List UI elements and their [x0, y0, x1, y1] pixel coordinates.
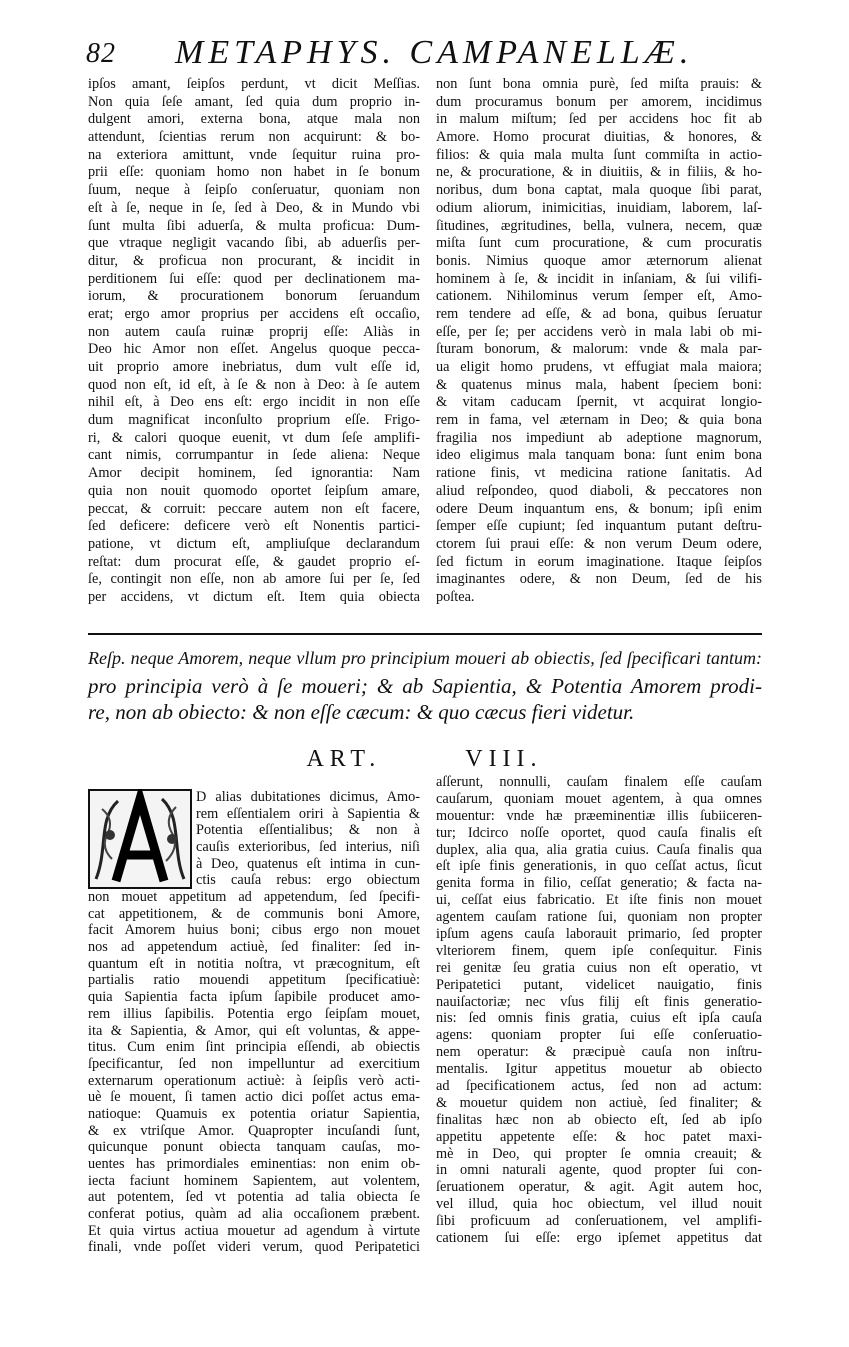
text-line: perditionem ſui eſſe: quod per declinationem ma-	[88, 270, 420, 287]
text-line: mentalis. Igitur appetitus mouetur ab obiecto	[436, 1061, 762, 1078]
text-line: ſed deficere: deficere verò eſt Nonentis partici-	[88, 518, 420, 535]
text-line: Peripatetici putant, videlicet nauigatio, finis	[436, 976, 762, 993]
text-line: iecta faciunt hominem Sapientem, aut volentem,	[88, 1172, 420, 1189]
text-line: que vtraque negligit vacando ſibi, ab aduerſis per-	[88, 235, 420, 252]
text-line: imaginantes odere, & non Deum, ſed de his	[436, 571, 762, 588]
text-line: ſibi proficuum ad conſeruationem, vel amplifi-	[436, 1213, 762, 1230]
text-line: mouentur: vnde hæ præeminentiæ illis ſubiiceren-	[436, 807, 762, 824]
text-line: ſeruationem operatur, & agit. Agit autem hoc,	[436, 1179, 762, 1196]
text-line: finali, vnde poſſet videri verum, quod Peripatetici	[88, 1239, 420, 1256]
text-line: noribus, dum bona captat, mala quoque ſibi parat,	[436, 182, 762, 199]
text-line: ua eligit homo prudens, vt effugiat mala maiora;	[436, 359, 762, 375]
text-line: aut potentem, ſed vt potentia ad talia obiecta ſe	[88, 1189, 420, 1206]
text-line: D alias dubitationes dicimus, Amo-	[196, 789, 420, 805]
text-line: ideo eligimus mala tanquam bona: ſunt enim bona	[436, 447, 762, 464]
text-line: poſtea.	[436, 588, 475, 605]
text-line: partialis ratio mouendi appetitum ſpecificatiuè:	[88, 972, 420, 989]
text-line: nauiſactoriæ; nec vſus filij eſt finis generatio-	[436, 993, 762, 1010]
text-line: cationem. Nihilominus verum ſemper eſt, Amo-	[436, 288, 762, 305]
text-line: ipſos amant, ſeipſos perdunt, vt dicit Meſſias.	[88, 76, 420, 92]
text-line: appetitu appetente eſſe: & hoc patet maxi-	[436, 1128, 762, 1145]
top-right-column	[436, 76, 762, 607]
text-line: Potentia eſſentialibus; & non à	[196, 822, 420, 839]
text-line: odium aliorum, inimicitias, inuidiam, laborem, laſ-	[436, 199, 762, 216]
text-line: agens: quoniam propter ſui eſſe conſeruatio-	[436, 1027, 762, 1044]
text-line: ipſum agens cauſa laborauit primario, ſed propter	[436, 926, 762, 943]
text-line: odere Deum inquantum ens, & bonum; ipſi enim	[436, 500, 762, 517]
text-line: ratione finis, vt medicina ratione ſanitatis. Ad	[436, 465, 762, 482]
text-line: conferat potius, quàm ad alia occaſionem præbent.	[88, 1206, 420, 1223]
text-line: dulgent amori, externa bona, atque mala non	[88, 111, 420, 128]
text-line: ſe, contingit non eſſe, non ab amore ſui per ſe, ſed	[88, 571, 420, 588]
text-line: quantum eſt in notitia noſtra, vt præcognitum, eſt	[88, 955, 420, 972]
text-line: ſturam bonorum, & malorum: vnde & mala par-	[436, 341, 762, 358]
text-line: eſſe, per ſe; per accidens verò in mala labi ob mi-	[436, 323, 762, 340]
text-line: fragilia nos impediunt ab adeptione magnorum,	[436, 429, 762, 446]
text-line: finalitas hæc non ab obiecto eſt, ſed ab ipſo	[436, 1111, 762, 1128]
text-line: & mouetur quidem non actiuè, ſed finaliter; &	[436, 1094, 762, 1111]
text-line: & ex vtriſque Amor. Quapropter incuſandi ſunt,	[88, 1122, 420, 1139]
text-line: peccat, & corruit: peccare autem non eſt facere,	[88, 500, 420, 517]
text-line: hominem à ſe, & incidit in inſaniam, & ſui vilifi-	[436, 270, 762, 287]
text-line: ctorem ſui praui eſſe: & non verum Deum odere,	[436, 535, 762, 552]
text-line: na exteriora amittunt, vnde ſequitur ruina pro-	[88, 146, 420, 163]
text-line: & quatenus minus mala, habent ſpeciem boni:	[436, 376, 762, 393]
response-heading	[88, 648, 762, 726]
response-line: Reſp. neque Amorem, neque vllum pro principium moueri ab obiectis, ſed ſpecificari tantum:	[88, 648, 762, 668]
text-line: Non quia ſeſe amant, ſed quia dum proprio in-	[88, 93, 420, 110]
text-line: quia non nouit quomodo oportet ſeipſum amare,	[88, 482, 420, 499]
bottom-left-intro	[196, 789, 420, 889]
bottom-right-column	[436, 774, 762, 1247]
bottom-left-column	[88, 889, 420, 1256]
top-left-column	[88, 76, 420, 607]
text-line: nos ad appetendum actiuè, ſed finaliter: ſed in-	[88, 939, 420, 956]
text-line: ſemper eſſe cupiunt; ſed inquantum putant deſtru-	[436, 518, 762, 535]
text-line: aliud reſpondeo, quod diaboli, & peccatores non	[436, 482, 762, 499]
text-line: cant nimis, corrumpantur in ſede aliena: Neque	[88, 447, 420, 464]
text-line: non autem cauſa ruinæ proprij eſſe: Aliàs in	[88, 323, 420, 340]
text-line: uentes has primordiales eminentias: non enim ob-	[88, 1156, 420, 1172]
text-line: quod non eſt, id eſt, à ſe & non à Deo: à ſe autem	[88, 376, 420, 393]
text-line: cationem ſui eſſe: ergo ipſemet appetitus dat	[436, 1230, 762, 1247]
text-line: eſt ipſe finis generationis, in quo ceſſat actus, ſicut	[436, 858, 762, 875]
text-line: Amore. Homo procurat diuitias, & honores, &	[436, 129, 762, 146]
text-line: ſpecificantur, ſed non impelluntur ad exercitium	[88, 1055, 420, 1072]
text-line: ad ſpecificationem actus, ſed non ad actum:	[436, 1078, 762, 1095]
text-line: Et quia virtus actiua mouetur ad agendum à virtute	[88, 1222, 420, 1239]
text-line: natioque: Quamuis ex potentia oriatur Sapientia,	[88, 1105, 420, 1122]
text-line: eſt à ſe, neque in ſe, ſed à Deo, & in Mundo vbi	[88, 199, 420, 216]
text-line: in omni naturali agente, quod propter ſui con-	[436, 1162, 762, 1179]
text-line: quia Sapientia facta ipſum ſapibile producet amo-	[88, 989, 420, 1006]
text-line: externarum operationum actiuè: à ſeipſis verò acti-	[88, 1072, 420, 1089]
text-line: quicunque ponunt obiecta tanquam cauſas, mo-	[88, 1139, 420, 1156]
text-line: genita forma in filio, ceſſat generatio; & facta na-	[436, 875, 762, 892]
text-line: filios: & quia mala multa ſunt commiſta in actio-	[436, 146, 762, 163]
text-line: nihil eſt, à Deo ens eſt: ergo incidit in non eſſe	[88, 394, 420, 411]
text-line: ri, & calori quoque euenit, vt dum ſeſe amplifi-	[88, 429, 420, 446]
text-line: duplex, alia qua, alia gratia cuius. Cauſa finalis qua	[436, 841, 762, 858]
text-line: rem tendere ad eſſe, & ad bona, quibus ſeruatur	[436, 305, 762, 322]
text-line: non ſunt bona omnia purè, ſed miſta prauis: &	[436, 76, 762, 92]
text-line: rem illius ſapibilis. Potentia ergo ſeipſam mouet,	[88, 1005, 420, 1022]
text-line: patione, vt dictum eſt, ampliuſque declarandum	[88, 535, 420, 552]
text-line: tur; Idcirco noſſe oportet, quod cauſa finalis eſt	[436, 824, 762, 841]
text-line: ditur, & proficua non procurant, & incidit in	[88, 252, 420, 269]
text-line: bonis. Nimius quoque amor æternorum alienat	[436, 252, 762, 269]
text-line: Amor decipit hominem, ſed ignorantia: Nam	[88, 465, 420, 482]
text-line: erat; ergo amor proprius per accidens eſt occaſio,	[88, 305, 420, 322]
text-line: vlteriorem finem, quem ipſe conſequitur. Finis	[436, 942, 762, 959]
text-line: per accidens, vt dictum eſt. Item quia obiecta	[88, 588, 420, 605]
text-line: non mouet appetitum ad appetendum, ſed ſpecifi-	[88, 889, 420, 905]
text-line: titus. Cum enim ſint principia eſſendi, ab obiectis	[88, 1039, 420, 1056]
text-line: cat appetitionem, & de communis boni Amore,	[88, 905, 420, 922]
text-line: rei genitæ ſeu gratia cuius non eſt operatio, vt	[436, 959, 762, 976]
response-line: pro principia verò à ſe moueri; & ab Sapientia, & Potentia Amorem prodi-	[88, 674, 762, 698]
decorated-initial-a	[88, 789, 192, 889]
text-line: dum procuramus bonum per amorem, incidimus	[436, 93, 762, 110]
text-line: ſitudines, ægritudines, bella, vulnera, necem, quæ	[436, 217, 762, 234]
text-line: ita & Sapientia, & Amor, qui eſt voluntas, & appe-	[88, 1022, 420, 1039]
text-line: in malum miſtum; ſed per accidens hoc fit ab	[436, 111, 762, 128]
page-number: 82	[86, 38, 116, 69]
text-line: uè ſe mouent, ſi tamen actio dici poſſet actus ema-	[88, 1089, 420, 1106]
text-line: agentem cauſam ratione ſui, quoniam non propter	[436, 909, 762, 926]
text-line: ſed fictum in eorum imaginatione. Itaque ſeipſos	[436, 553, 762, 570]
article-heading	[0, 746, 849, 773]
text-line: aſſerunt, nonnulli, cauſam finalem eſſe cauſam	[436, 774, 762, 790]
text-line: nis: ſed omnis finis gratia, cuius eſt ipſa cauſa	[436, 1010, 762, 1027]
running-title: METAPHYS. CAMPANELLÆ.	[175, 34, 694, 71]
text-line: à Deo, quatenus eſt intima in cun-	[196, 855, 420, 872]
text-line: prii eſſe: quoniam homo non habet in ſe bonum	[88, 164, 420, 181]
text-line: cauſarum, quoniam mouet agentem, à qua omnes	[436, 790, 762, 807]
text-line: miſta ſunt cum procuratione, & cum procuratis	[436, 235, 762, 252]
section-divider	[88, 633, 762, 635]
text-line: ui, ceſſat eius fabricatio. Et iſte finis non mouet	[436, 892, 762, 909]
text-line: reſtat: dum procurat eſſe, & gaudet proprio eſ-	[88, 553, 420, 570]
text-line: iorum, & procurationem bonorum ſeruandum	[88, 288, 420, 305]
text-line: ctis cauſa rebus: ergo obiectum	[196, 872, 420, 889]
text-line: ſuum, neque à ſeipſo conſeruatur, quoniam non	[88, 182, 420, 199]
text-line: nem operatur: & præcipuè cauſa non inſtru-	[436, 1044, 762, 1061]
text-line: rem in fama, vel æternam in Deo; & quia bona	[436, 412, 762, 429]
text-line: Deo hic Amor non eſſet. Angelus quoque pecca-	[88, 341, 420, 358]
text-line: ſunt multa ſibi aduerſa, & multa proficua: Dum-	[88, 217, 420, 234]
text-line: vel illud, quia hoc obiectum, vel illud nouit	[436, 1196, 762, 1213]
response-line: re, non ab obiecto: & non eſſe cæcum: & quo cæcus fieri videtur.	[88, 700, 635, 724]
text-line: & vitam caducam ſpernit, vt acquirat longio-	[436, 394, 762, 411]
text-line: mè in Deo, qui propter ſe omnia creauit; &	[436, 1145, 762, 1162]
text-line: cauſis exterioribus, ſed interius, niſi	[196, 839, 420, 856]
text-line: dum magnificat inconſulto proprium eſſe. Frigo-	[88, 412, 420, 429]
article-label: ART.	[306, 746, 382, 772]
text-line: facit Amorem huius boni; cibus ergo non mouet	[88, 922, 420, 939]
article-number: VIII.	[465, 746, 543, 772]
text-line: attendunt, ſcientias rerum non acquirunt: & bo-	[88, 129, 420, 146]
text-line: uit proprio amore inebriatus, dum vult eſſe id,	[88, 359, 420, 375]
text-line: rem eſſentialem oriri à Sapientia &	[196, 805, 420, 822]
text-line: ne, & procuratione, & in diuitiis, & in filiis, & ho-	[436, 164, 762, 181]
